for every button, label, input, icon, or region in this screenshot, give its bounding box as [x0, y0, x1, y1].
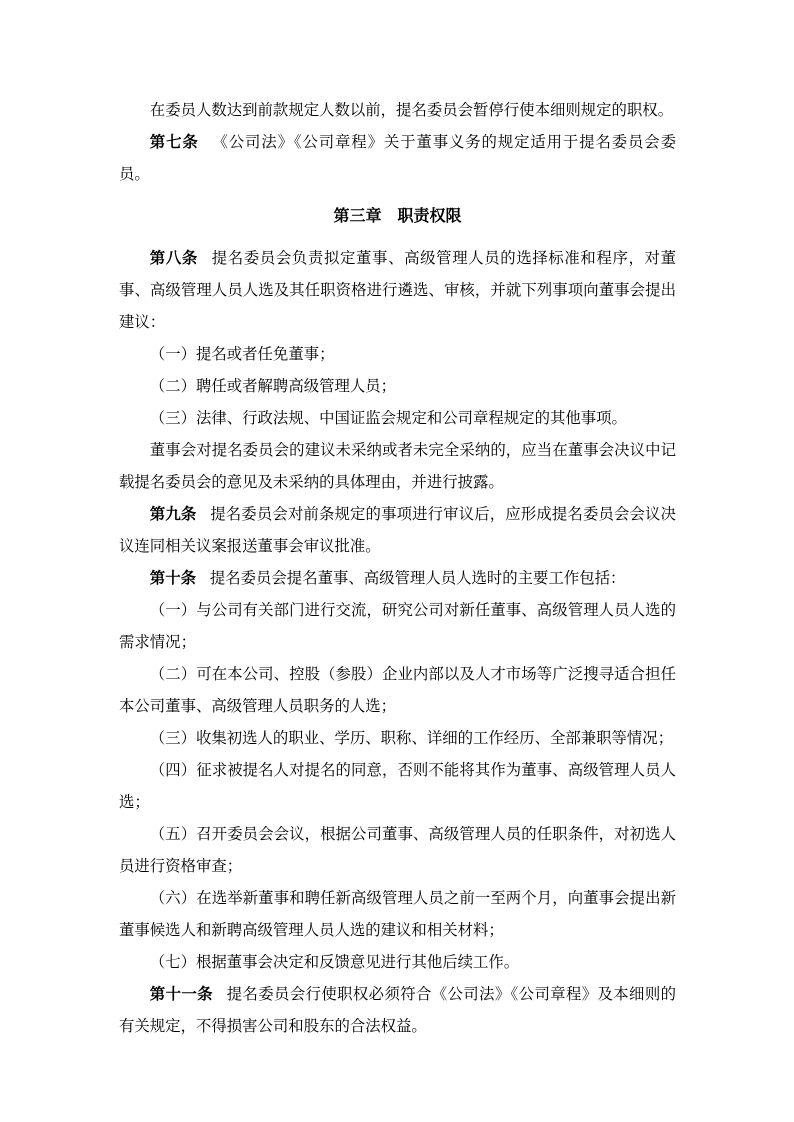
paragraph — [119, 883, 676, 947]
paragraph — [119, 339, 676, 371]
paragraph-text: 提名委员会提名董事、高级管理人员人选时的主要工作包括： — [209, 570, 626, 587]
paragraph — [119, 499, 676, 563]
paragraph-text: 提名委员会负责拟定董事、高级管理人员的选择标准和程序，对董事、高级管理人员人选及其任职资格进行遴选、审核，并就下列事项向董事会提出建议： — [119, 250, 676, 331]
paragraph — [119, 371, 676, 403]
paragraph — [119, 819, 676, 883]
paragraph — [119, 243, 676, 339]
chapter-heading-text: 第三章 职责权限 — [333, 208, 462, 225]
paragraph-text: （三）法律、行政法规、中国证监会规定和公司章程规定的其他事项。 — [149, 410, 627, 427]
paragraph-text: （三）收集初选人的职业、学历、职称、详细的工作经历、全部兼职等情况； — [149, 730, 674, 747]
document-content — [119, 95, 676, 1043]
paragraph-text: 提名委员会对前条规定的事项进行审议后，应形成提名委员会会议决议连同相关议案报送董事会审议批准。 — [119, 506, 676, 555]
paragraph — [119, 755, 676, 819]
article-label: 第十条 — [149, 570, 196, 587]
paragraph-text: （二）可在本公司、控股（参股）企业内部以及人才市场等广泛搜寻适合担任本公司董事、高级管理人员职务的人选； — [119, 666, 676, 715]
paragraph-text: 《公司法》《公司章程》关于董事义务的规定适用于提名委员会委员。 — [119, 134, 676, 183]
chapter-heading — [119, 201, 676, 233]
paragraph — [119, 595, 676, 659]
paragraph — [119, 127, 676, 191]
article-label: 第七条 — [149, 134, 199, 151]
paragraph-text: 提名委员会行使职权必须符合《公司法》《公司章程》及本细则的有关规定，不得损害公司和股东的合法权益。 — [119, 986, 676, 1035]
paragraph — [119, 563, 676, 595]
paragraph — [119, 659, 676, 723]
paragraph-text: （四）征求被提名人对提名的同意，否则不能将其作为董事、高级管理人员人选； — [119, 762, 676, 811]
paragraph — [119, 435, 676, 499]
paragraph-text: （五）召开委员会会议，根据公司董事、高级管理人员的任职条件，对初选人员进行资格审查； — [119, 826, 676, 875]
paragraph — [119, 723, 676, 755]
paragraph-text: 董事会对提名委员会的建议未采纳或者未完全采纳的，应当在董事会决议中记载提名委员会的意见及未采纳的具体理由，并进行披露。 — [119, 442, 676, 491]
paragraph-text: （一）提名或者任免董事； — [149, 346, 335, 363]
paragraph-text: （六）在选举新董事和聘任新高级管理人员之前一至两个月，向董事会提出新董事候选人和新聘高级管理人员人选的建议和相关材料； — [119, 890, 676, 939]
paragraph-text: （二）聘任或者解聘高级管理人员； — [149, 378, 397, 395]
article-label: 第八条 — [149, 250, 198, 267]
paragraph — [119, 979, 676, 1043]
article-label: 第九条 — [149, 506, 197, 523]
paragraph-text: （一）与公司有关部门进行交流，研究公司对新任董事、高级管理人员人选的需求情况； — [119, 602, 676, 651]
paragraph — [119, 947, 676, 979]
paragraph-text: 在委员人数达到前款规定人数以前，提名委员会暂停行使本细则规定的职权。 — [149, 102, 674, 119]
article-label: 第十一条 — [149, 986, 213, 1003]
paragraph — [119, 95, 676, 127]
paragraph — [119, 403, 676, 435]
paragraph-text: （七）根据董事会决定和反馈意见进行其他后续工作。 — [149, 954, 520, 971]
